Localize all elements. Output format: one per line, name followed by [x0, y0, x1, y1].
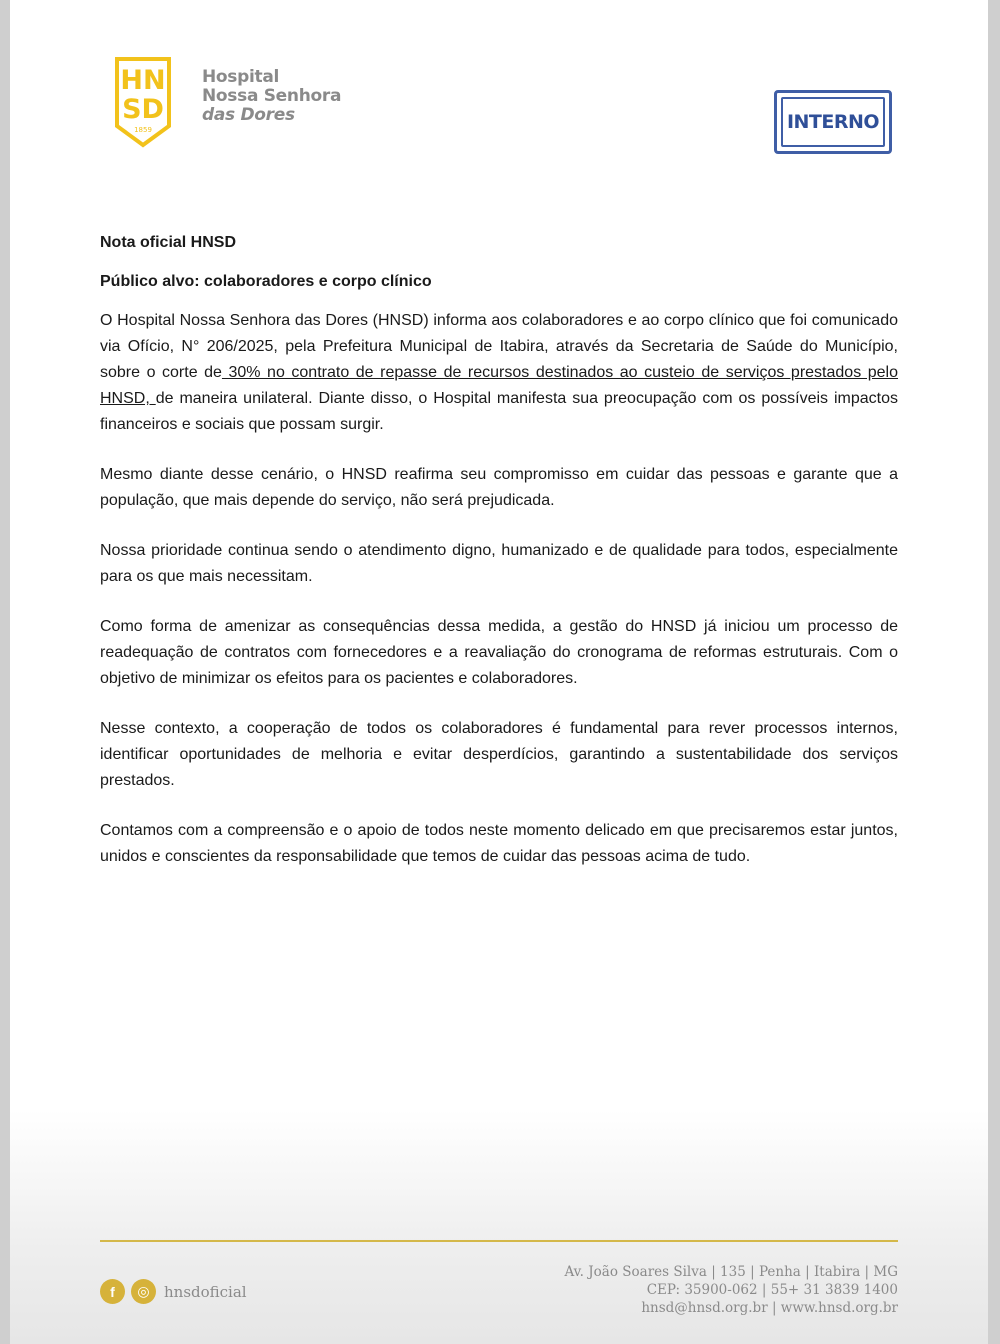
facebook-icon[interactable]: f: [100, 1279, 125, 1304]
logo-name-line: Nossa Senhora: [202, 86, 342, 106]
logo-monogram-top: HN: [120, 65, 166, 96]
paragraph-4: Como forma de amenizar as consequências dessa medida, a gestão do HNSD já iniciou um processo de readequação de contratos com fornecedores e a reavaliação do cronograma de reformas estruturais. Com o objetivo de minimizar os efeitos para os pacientes e colaboradores.: [100, 618, 898, 687]
footer-address: [564, 1263, 898, 1317]
address-line: Av. João Soares Silva | 135 | Penha | Itabira | MG: [564, 1264, 898, 1280]
web-line: hnsd@hnsd.org.br | www.hnsd.org.br: [641, 1300, 898, 1316]
paragraph-2: Mesmo diante desse cenário, o HNSD reafirma seu compromisso em cuidar das pessoas e garante que a população, que mais depende do serviço, não será prejudicada.: [100, 466, 898, 509]
hnsd-shield-logo-icon: [114, 56, 172, 148]
interno-stamp: [774, 90, 892, 154]
social-handle: hnsdoficial: [164, 1282, 247, 1301]
hospital-logo: [114, 56, 354, 150]
logo-wordmark: [202, 68, 341, 125]
logo-year: 1859: [134, 126, 152, 134]
paragraph-1-end: de maneira unilateral. Diante disso, o Hospital manifesta sua preocupação com os possíveis impactos financeiros e sociais que possam surgir.: [100, 390, 898, 433]
paragraph-3: Nossa prioridade continua sendo o atendimento digno, humanizado e de qualidade para todos, especialmente para os que mais necessitam.: [100, 542, 898, 585]
paragraph-6: Contamos com a compreensão e o apoio de todos neste momento delicado em que precisaremos estar juntos, unidos e conscientes da responsabilidade que temos de cuidar das pessoas acima de tudo.: [100, 822, 898, 865]
document-audience: Público alvo: colaboradores e corpo clínico: [100, 273, 432, 290]
paragraph-1-start: O Hospital Nossa Senhora das Dores (HNSD) informa aos colaboradores e ao corpo clínico que foi comunicado via Ofício, N° 206/2025, pela Prefeitura Municipal de Itabira, através da Secretaria de Saúde do Município, sobre o corte de: [100, 312, 898, 381]
social-links: [100, 1279, 247, 1304]
contact-line: CEP: 35900-062 | 55+ 31 3839 1400: [646, 1282, 898, 1298]
paragraph-1: [100, 308, 898, 438]
document-title: Nota oficial HNSD: [100, 234, 237, 251]
instagram-icon[interactable]: ◎: [131, 1279, 156, 1304]
paragraph-5: Nesse contexto, a cooperação de todos os colaboradores é fundamental para rever processos internos, identificar oportunidades de melhoria e evitar desperdícios, garantindo a sustentabilidade dos serviços prestados.: [100, 720, 898, 789]
logo-monogram-bottom: SD: [122, 94, 164, 125]
logo-name-line: das Dores: [202, 105, 295, 125]
stamp-label: INTERNO: [786, 111, 880, 133]
document-body: [100, 230, 898, 894]
paragraph-1-underlined: 30% no contrato de repasse de recursos destinados ao custeio de serviços prestados pelo HNSD,: [100, 364, 899, 407]
document-page: [10, 0, 988, 1344]
logo-name-line: Hospital: [202, 67, 280, 87]
footer-divider: [100, 1240, 898, 1242]
